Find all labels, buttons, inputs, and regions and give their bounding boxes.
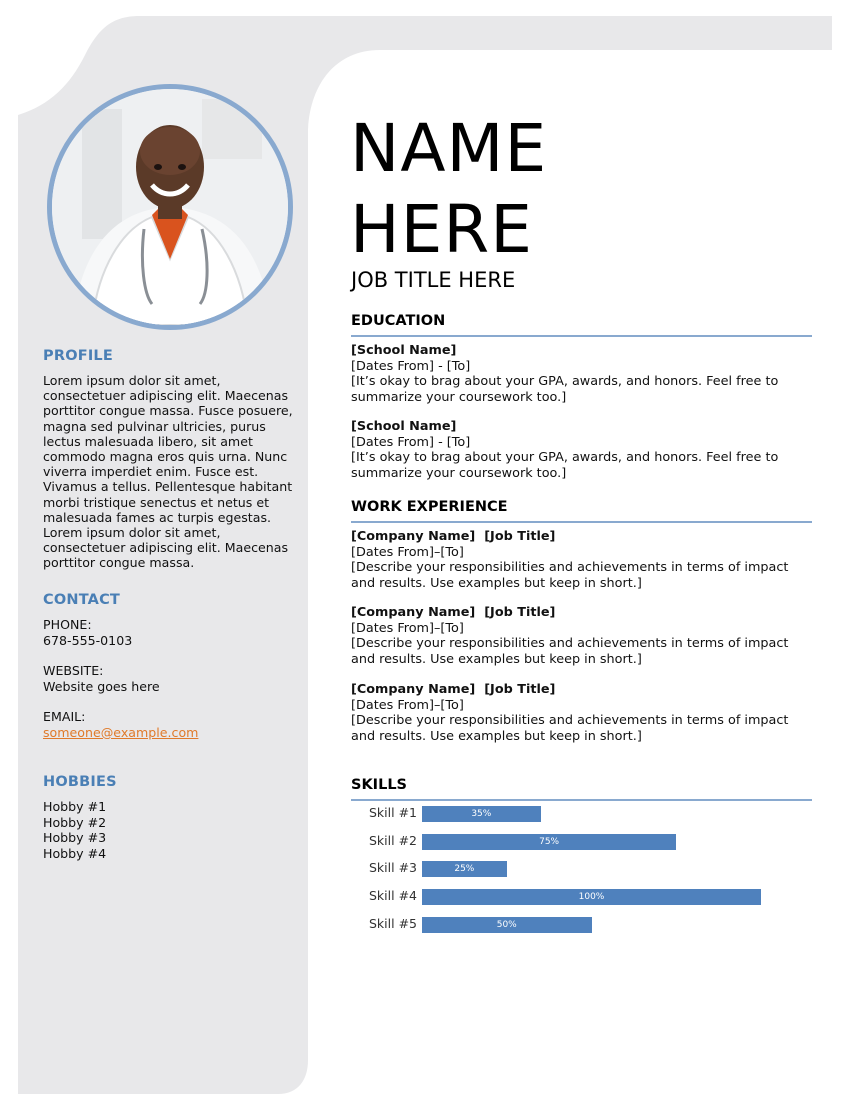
skill-value-label: 75% (539, 836, 560, 847)
skill-label: Skill #3 (369, 860, 417, 876)
company-name: [Company Name] (351, 529, 476, 544)
hobbies-heading: HOBBIES (43, 774, 117, 790)
name-line-2: HERE (350, 191, 533, 268)
profile-photo (47, 84, 293, 330)
work-dates: [Dates From]–[To] (351, 620, 464, 636)
skill-row (351, 834, 811, 850)
work-description: [Describe your responsibilities and achievements in terms of impact and results. Use examples but keep in short.] (351, 636, 789, 667)
work-entry (351, 682, 811, 744)
education-entry (351, 343, 811, 405)
profile-text: Lorem ipsum dolor sit amet, consectetuer adipiscing elit. Maecenas porttitor congue massa. Fusce posuere, magna sed pulvinar ultricies, purus lectus malesuada libero, sit amet commodo magna eros quis urna. Nunc viverra imperdiet enim. Fusce est. Vivamus a tellus. Pellentesque habitant morbi tristique senectus et netus et malesuada fames ac turpis egestas. Lorem ipsum dolor sit amet, consectetuer adipiscing elit. Maecenas porttitor congue massa. (43, 373, 293, 571)
skill-bar (422, 889, 761, 905)
contact-section (43, 592, 305, 741)
hobby-item: Hobby #4 (43, 845, 107, 861)
hobbies-section (43, 774, 305, 861)
hobby-item: Hobby #3 (43, 830, 107, 846)
job-title-entry: [Job Title] (484, 682, 556, 697)
education-heading: EDUCATION (351, 313, 812, 337)
work-entry (351, 529, 811, 591)
work-description: [Describe your responsibilities and achievements in terms of impact and results. Use examples but keep in short.] (351, 713, 789, 744)
phone-label: PHONE: (43, 617, 92, 632)
hobby-item: Hobby #2 (43, 814, 107, 830)
skill-value-label: 100% (578, 892, 605, 903)
school-name: [School Name] (351, 419, 457, 434)
school-description: [It’s okay to brag about your GPA, awards, and honors. Feel free to summarize your coursework too.] (351, 374, 779, 405)
work-dates: [Dates From]–[To] (351, 544, 464, 560)
skill-row (351, 861, 811, 877)
job-title: JOB TITLE HERE (351, 268, 516, 292)
work-dates: [Dates From]–[To] (351, 697, 464, 713)
profile-heading: PROFILE (43, 348, 113, 364)
skill-value-label: 35% (471, 809, 492, 819)
skill-bar (422, 917, 592, 933)
website-label: WEBSITE: (43, 663, 104, 679)
school-description: [It’s okay to brag about your GPA, awards, and honors. Feel free to summarize your coursework too.] (351, 450, 779, 481)
skill-row (351, 889, 811, 905)
skill-row (351, 806, 811, 822)
phone-value: 678-555-0103 (43, 632, 133, 648)
school-name: [School Name] (351, 343, 457, 358)
skills-heading: SKILLS (351, 777, 812, 801)
company-name: [Company Name] (351, 682, 476, 697)
contact-heading: CONTACT (43, 592, 121, 608)
profile-section (43, 348, 305, 571)
school-dates: [Dates From] - [To] (351, 358, 471, 374)
email-label: EMAIL: (43, 709, 86, 725)
email-link[interactable]: someone@example.com (43, 724, 199, 740)
job-title-entry: [Job Title] (484, 529, 556, 544)
skill-bar (422, 861, 507, 877)
website-value: Website goes here (43, 678, 160, 694)
work-experience-heading: WORK EXPERIENCE (351, 499, 812, 523)
skill-row (351, 917, 811, 933)
company-name: [Company Name] (351, 605, 476, 620)
skill-bar (422, 834, 676, 850)
skill-value-label: 50% (496, 919, 517, 930)
school-dates: [Dates From] - [To] (351, 434, 471, 450)
name-heading (350, 108, 547, 270)
skill-label: Skill #2 (369, 832, 417, 848)
education-entry (351, 419, 811, 481)
work-entry (351, 605, 811, 667)
hobby-item: Hobby #1 (43, 799, 107, 814)
skill-label: Skill #5 (369, 915, 417, 931)
skill-value-label: 25% (454, 864, 475, 875)
skill-bar (422, 806, 541, 822)
name-line-1: NAME (350, 110, 548, 187)
work-description: [Describe your responsibilities and achievements in terms of impact and results. Use examples but keep in short.] (351, 560, 789, 591)
skill-label: Skill #4 (369, 888, 417, 904)
job-title-entry: [Job Title] (484, 605, 556, 620)
skill-label: Skill #1 (369, 805, 417, 820)
